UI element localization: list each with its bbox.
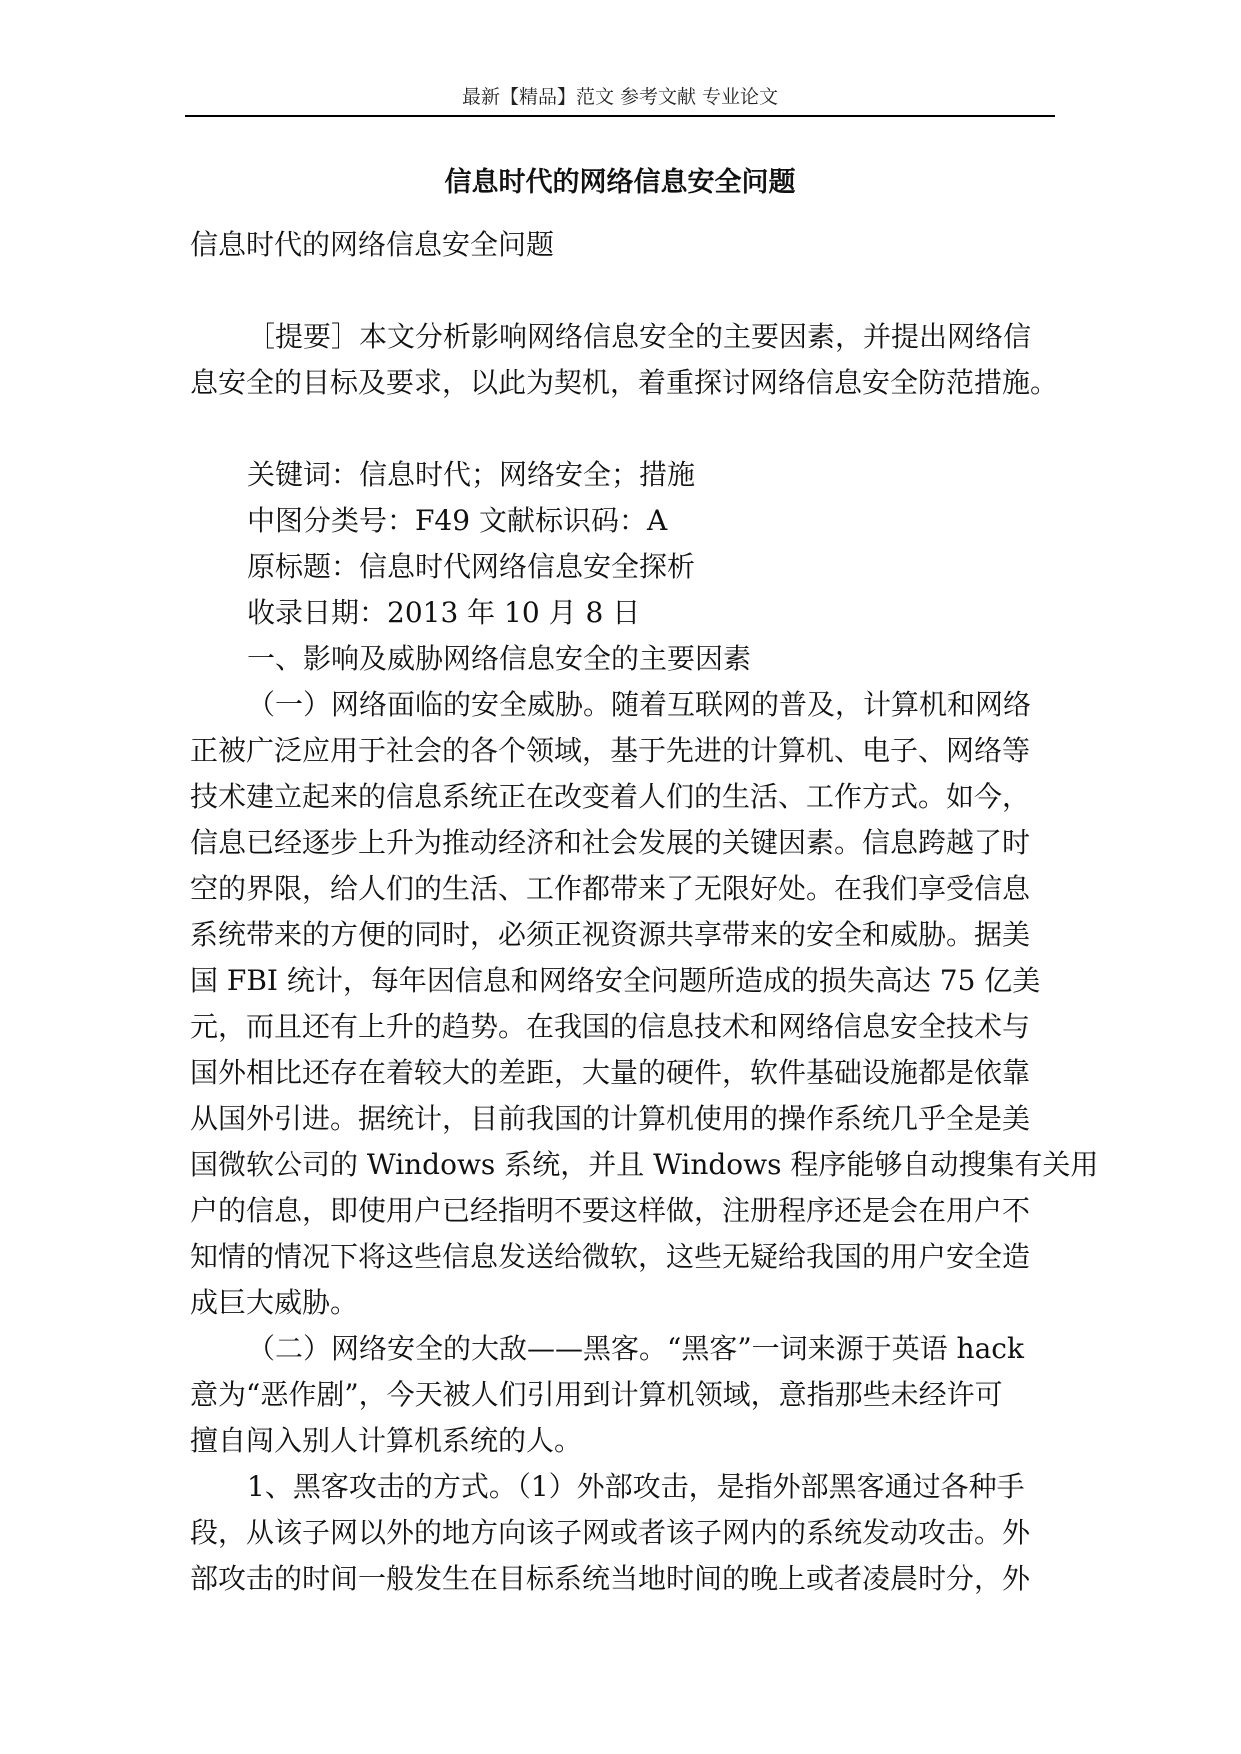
document-title: 信息时代的网络信息安全问题: [444, 167, 796, 198]
abstract-line: 息安全的目标及要求，以此为契机，着重探讨网络信息安全防范措施。: [190, 366, 1059, 399]
paragraph-line: 国微软公司的 Windows 系统，并且 Windows 程序能够自动搜集有关用: [190, 1148, 1099, 1181]
paragraph-line: 段，从该子网以外的地方向该子网或者该子网内的系统发动攻击。外: [190, 1516, 1031, 1549]
header-rule: [185, 115, 1055, 117]
keywords-line: 关键词：信息时代；网络安全；措施: [247, 458, 696, 491]
paragraph-line: 信息已经逐步上升为推动经济和社会发展的关键因素。信息跨越了时: [190, 826, 1031, 859]
paragraph-line: 从国外引进。据统计，目前我国的计算机使用的操作系统几乎全是美: [190, 1102, 1031, 1135]
classification-line: 中图分类号：F49 文献标识码：A: [247, 504, 668, 537]
paragraph-line: （一）网络面临的安全威胁。随着互联网的普及，计算机和网络: [247, 688, 1032, 721]
paragraph-line: 1、黑客攻击的方式。（1）外部攻击，是指外部黑客通过各种手: [247, 1470, 1025, 1503]
paragraph-line: 部攻击的时间一般发生在目标系统当地时间的晚上或者凌晨时分，外: [190, 1562, 1031, 1595]
paragraph-line: 正被广泛应用于社会的各个领域，基于先进的计算机、电子、网络等: [190, 734, 1031, 767]
paragraph-line: 意为“恶作剧”，今天被人们引用到计算机领域，意指那些未经许可: [190, 1378, 1003, 1411]
document-body: [190, 222, 1099, 1602]
original-title-line: 原标题：信息时代网络信息安全探析: [247, 550, 696, 583]
document-subtitle: 信息时代的网络信息安全问题: [190, 228, 555, 261]
page-header: 最新【精品】范文 参考文献 专业论文: [461, 86, 779, 108]
paragraph-line: 户的信息，即使用户已经指明不要这样做，注册程序还是会在用户不: [190, 1194, 1031, 1227]
paragraph-line: （二）网络安全的大敌——黑客。“黑客”一词来源于英语 hack: [247, 1332, 1024, 1365]
paragraph-line: 知情的情况下将这些信息发送给微软，这些无疑给我国的用户安全造: [190, 1240, 1031, 1273]
abstract-line: ［提要］本文分析影响网络信息安全的主要因素，并提出网络信: [247, 320, 1032, 353]
paragraph-line: 系统带来的方便的同时，必须正视资源共享带来的安全和威胁。据美: [190, 918, 1031, 951]
paragraph-line: 空的界限，给人们的生活、工作都带来了无限好处。在我们享受信息: [190, 872, 1031, 905]
paragraph-line: 国外相比还存在着较大的差距，大量的硬件，软件基础设施都是依靠: [190, 1056, 1031, 1089]
received-date-line: 收录日期：2013 年 10 月 8 日: [247, 596, 641, 629]
paragraph-line: 成巨大威胁。: [190, 1286, 359, 1319]
paragraph-line: 擅自闯入别人计算机系统的人。: [190, 1424, 583, 1457]
paragraph-line: 技术建立起来的信息系统正在改变着人们的生活、工作方式。如今，: [190, 780, 1031, 813]
section-heading: 一、影响及威胁网络信息安全的主要因素: [247, 642, 752, 675]
paragraph-line: 元，而且还有上升的趋势。在我国的信息技术和网络信息安全技术与: [190, 1010, 1031, 1043]
paragraph-line: 国 FBI 统计，每年因信息和网络安全问题所造成的损失高达 75 亿美: [190, 964, 1041, 997]
